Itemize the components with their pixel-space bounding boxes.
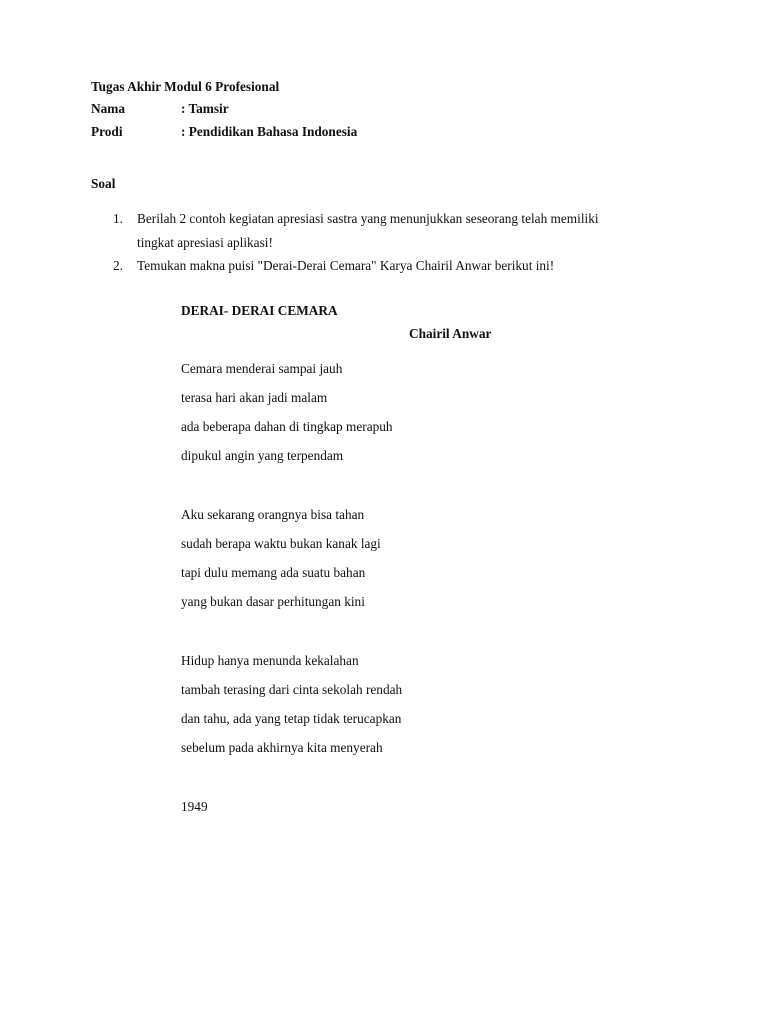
question-text: tingkat apresiasi aplikasi!: [137, 235, 273, 250]
question-text: Temukan makna puisi "Derai-Derai Cemara" Karya Chairil Anwar berikut ini!: [137, 258, 555, 273]
poem-line: ada beberapa dahan di tingkap merapuh: [181, 419, 393, 434]
poem-line: dan tahu, ada yang tetap tidak terucapkan: [181, 711, 402, 726]
section-heading-soal: Soal: [91, 176, 116, 191]
poem-line: Cemara menderai sampai jauh: [181, 361, 343, 376]
poem-line: yang bukan dasar perhitungan kini: [181, 594, 365, 609]
question-number: 1.: [113, 211, 123, 226]
question-text: Berilah 2 contoh kegiatan apresiasi sastra yang menunjukkan seseorang telah memiliki: [137, 211, 599, 226]
poem-line: terasa hari akan jadi malam: [181, 390, 328, 405]
poem-year: 1949: [181, 799, 208, 814]
document-title: Tugas Akhir Modul 6 Profesional: [91, 79, 280, 94]
poem-line: Hidup hanya menunda kekalahan: [181, 653, 359, 668]
field-label-prodi: Prodi: [91, 124, 123, 139]
poem-line: sebelum pada akhirnya kita menyerah: [181, 740, 383, 755]
field-value-prodi: : Pendidikan Bahasa Indonesia: [181, 124, 358, 139]
poem-line: Aku sekarang orangnya bisa tahan: [181, 507, 365, 522]
question-number: 2.: [113, 258, 123, 273]
poem-line: tapi dulu memang ada suatu bahan: [181, 565, 366, 580]
poem-line: dipukul angin yang terpendam: [181, 448, 344, 463]
poem-author: Chairil Anwar: [409, 326, 492, 341]
poem-line: sudah berapa waktu bukan kanak lagi: [181, 536, 381, 551]
poem-line: tambah terasing dari cinta sekolah rendah: [181, 682, 403, 697]
field-label-nama: Nama: [91, 101, 125, 116]
field-value-nama: : Tamsir: [181, 101, 229, 116]
poem-title: DERAI- DERAI CEMARA: [181, 303, 338, 318]
